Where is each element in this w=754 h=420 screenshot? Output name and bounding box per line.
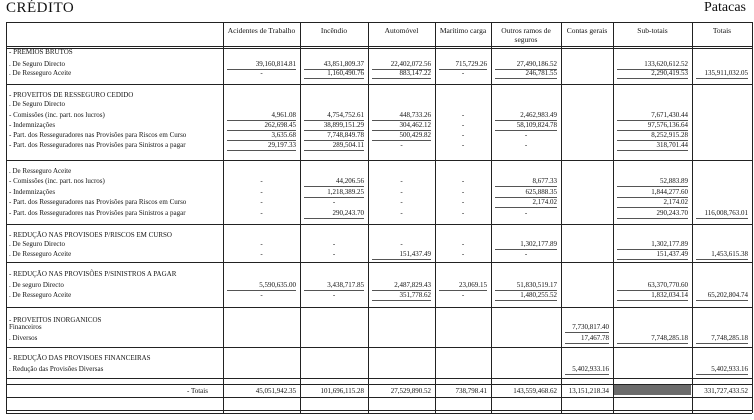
cell-value: 351,778.62: [399, 291, 431, 299]
cell-underline: [696, 259, 748, 260]
cell-value: -: [461, 188, 465, 196]
cell-value: 7,730,817.40: [572, 323, 609, 331]
cell-value: 8,677.33: [532, 177, 557, 185]
header-bottom-rule: [6, 46, 752, 47]
cell-value: 1,453,615.38: [711, 250, 748, 258]
cell-value: 51,830,519.17: [516, 281, 557, 289]
cell-value: -: [400, 209, 403, 217]
section-rule: [6, 224, 752, 225]
section-rule: [6, 160, 752, 161]
cell-value: 133,620,612.52: [644, 60, 688, 68]
cell-value: -: [461, 131, 465, 139]
row-label: - Comissões (inc. part. nos lucros): [9, 111, 105, 119]
cell-value: -: [260, 69, 263, 77]
cell-value: -: [332, 198, 336, 206]
cell-value: -: [260, 198, 263, 206]
cell-value: -: [332, 291, 336, 299]
cell-value: 7,748,285.18: [711, 334, 748, 342]
row-label: - Part. dos Resseguradores nas Provisões para Riscos em Curso: [9, 198, 187, 206]
column-rule: [491, 22, 492, 413]
cell-value: 2,174.02: [663, 198, 688, 206]
cell-value: -: [332, 240, 336, 248]
section-rule: [6, 378, 752, 379]
column-header: Contas gerais: [566, 26, 608, 35]
row-label: . De Seguro Directo: [9, 100, 65, 108]
cell-value: 151,437.49: [656, 250, 688, 258]
cell-value: 304,462.12: [399, 121, 431, 129]
totals-bottom-rule: [6, 397, 752, 398]
total-value: 143,559,468.62: [513, 387, 557, 395]
cell-value: 448,733.26: [399, 111, 431, 119]
column-rule: [6, 22, 7, 413]
section-rule: [6, 262, 752, 263]
cell-value: 5,402,933.16: [711, 365, 748, 373]
row-label: . De Seguro Directo: [9, 60, 65, 68]
cell-value: 1,844,277.60: [651, 188, 688, 196]
total-value: 331,727,433.52: [704, 387, 748, 395]
cell-value: -: [461, 250, 465, 258]
total-value: 45,051,942.35: [255, 387, 296, 395]
cell-value: -: [461, 177, 465, 185]
row-label: . De Seguro Directo: [9, 240, 65, 248]
row-label: - PREMIOS BRUTOS: [9, 48, 73, 56]
row-label: . De Resseguro Aceite: [9, 69, 72, 77]
column-rule: [613, 22, 614, 413]
cell-underline: [372, 78, 431, 79]
cell-value: 246,781.55: [525, 69, 557, 77]
cell-value: -: [524, 250, 528, 258]
cell-underline: [495, 300, 557, 301]
table-top-rule: [6, 22, 752, 23]
column-rule: [752, 22, 753, 413]
cell-value: 43,851,809.37: [323, 60, 364, 68]
cell-value: 63,370,770.60: [647, 281, 688, 289]
row-label: - Comissões (inc. part. nos lucros): [9, 177, 105, 185]
cell-underline: [696, 300, 748, 301]
totals-label: - Totais: [187, 387, 208, 395]
row-label: Financeiros: [9, 323, 42, 331]
page-title: CRÉDITO: [6, 0, 75, 16]
header-bottom-rule: [6, 48, 752, 49]
cell-value: 38,899,151.29: [323, 121, 364, 129]
column-header: Totais: [712, 26, 732, 35]
column-header: Automóvel: [384, 26, 419, 35]
cell-value: 7,748,849.78: [327, 131, 364, 139]
cell-value: 44,206.56: [336, 177, 364, 185]
cell-value: -: [524, 131, 528, 139]
cell-value: 1,218,389.25: [327, 188, 364, 196]
row-label: . De Resseguro Aceite: [9, 250, 72, 258]
cell-underline: [617, 343, 688, 344]
cell-value: -: [461, 141, 465, 149]
cell-value: 2,487,829.43: [394, 281, 431, 289]
cell-value: 2,290,419.53: [651, 69, 688, 77]
cell-underline: [304, 186, 364, 187]
table-bottom-rule: [6, 413, 752, 414]
cell-underline: [617, 78, 688, 79]
cell-value: 1,302,177.89: [651, 240, 688, 248]
cell-underline: [372, 259, 431, 260]
cell-underline: [304, 218, 364, 219]
cell-value: 135,911,032.05: [704, 69, 748, 77]
cell-value: 65,202,804.74: [707, 291, 748, 299]
cell-underline: [495, 78, 557, 79]
row-label: . Redução das Provisões Diversas: [9, 365, 104, 373]
cell-value: 262,698.45: [264, 121, 296, 129]
cell-value: -: [400, 141, 403, 149]
cell-underline: [495, 207, 557, 208]
cell-value: -: [524, 209, 528, 217]
cell-value: 22,402,072.56: [390, 60, 431, 68]
section-rule: [6, 307, 752, 308]
section-rule: [6, 84, 752, 85]
row-label: - PROVEITOS INORGANICOS: [9, 316, 102, 324]
cell-value: 58,109,824.78: [516, 121, 557, 129]
cell-underline: [696, 218, 748, 219]
column-header: Marítimo carga: [439, 26, 487, 35]
cell-underline: [617, 207, 688, 208]
column-rule: [561, 22, 562, 413]
cell-underline: [617, 150, 688, 151]
cell-value: 8,252,915.28: [651, 131, 688, 139]
cell-value: 1,302,177.89: [520, 240, 557, 248]
total-value: 738,798.41: [455, 387, 487, 395]
cell-value: 17,467.78: [581, 334, 609, 342]
row-label: - PROVEITOS DE RESSEGURO CEDIDO: [9, 91, 134, 99]
cell-value: 883,147.22: [399, 69, 431, 77]
column-rule: [368, 22, 369, 413]
cell-underline: [495, 186, 557, 187]
cell-value: -: [461, 121, 465, 129]
total-value: 13,151,218.34: [568, 387, 609, 395]
row-label: . De Resseguro Aceite: [9, 167, 72, 175]
cell-underline: [304, 150, 364, 151]
cell-value: 97,576,136.64: [647, 121, 688, 129]
row-label: - Part. dos Resseguradores nas Provisões para Riscos em Curso: [9, 131, 187, 139]
cell-value: 5,402,933.16: [572, 365, 609, 373]
cell-underline: [696, 374, 748, 375]
cell-underline: [617, 186, 688, 187]
row-label: - REDUÇÃO NAS PROVISÕES P/SINISTROS A PAGAR: [9, 270, 177, 278]
cell-value: 1,160,490.76: [327, 69, 364, 77]
column-header: Sub-totais: [637, 26, 668, 35]
section-rule: [6, 347, 752, 348]
cell-value: 116,008,763.01: [704, 209, 748, 217]
cell-value: -: [260, 240, 263, 248]
row-label: - REDUÇÃO DAS PROVISOES FINANCEIRAS: [9, 354, 151, 362]
row-label: . Diversos: [9, 334, 38, 342]
cell-value: 3,438,717.85: [327, 281, 364, 289]
row-label: - REDUÇÃO NAS PROVISOES P/RISCOS EM CURSO: [9, 231, 172, 239]
cell-value: 23,069.15: [459, 281, 487, 289]
cell-underline: [617, 259, 688, 260]
cell-value: -: [461, 291, 465, 299]
currency-label: Patacas: [704, 0, 746, 15]
cell-value: -: [260, 188, 263, 196]
row-label: - Indemnizações: [9, 121, 56, 129]
column-rule: [223, 22, 224, 413]
cell-underline: [372, 300, 431, 301]
cell-value: 7,671,430.44: [651, 111, 688, 119]
column-header: Acidentes de Trabalho: [227, 26, 296, 35]
cell-value: 39,160,814.81: [255, 60, 296, 68]
cell-value: -: [400, 240, 403, 248]
cell-value: -: [260, 209, 263, 217]
cell-value: 151,437.49: [399, 250, 431, 258]
cell-underline: [696, 78, 748, 79]
cell-underline: [304, 78, 364, 79]
cell-value: 4,754,752.61: [327, 111, 364, 119]
cell-value: -: [524, 141, 528, 149]
cell-value: 2,462,983.49: [520, 111, 557, 119]
column-rule: [435, 22, 436, 413]
row-label: - Indemnizações: [9, 188, 56, 196]
total-value: 27,529,890.52: [390, 387, 431, 395]
cell-value: 625,888.35: [525, 188, 557, 196]
cell-value: -: [400, 188, 403, 196]
subtotal-shaded-cell: [614, 385, 691, 395]
cell-value: 4,961.08: [271, 111, 296, 119]
cell-value: 52,883.89: [660, 177, 688, 185]
cell-value: -: [260, 250, 263, 258]
cell-value: 290,243.70: [332, 209, 364, 217]
cell-underline: [565, 332, 609, 333]
cell-value: -: [461, 69, 465, 77]
cell-value: 290,243.70: [656, 209, 688, 217]
cell-value: 3,635.68: [271, 131, 296, 139]
column-header: Incêndio: [320, 26, 348, 35]
cell-value: 7,748,285.18: [651, 334, 688, 342]
cell-value: 29,197.33: [268, 141, 296, 149]
cell-value: 500,429.82: [399, 131, 431, 139]
totals-top-rule: [6, 384, 752, 385]
cell-value: -: [461, 198, 465, 206]
cell-underline: [565, 374, 609, 375]
row-label: . De Resseguro Aceite: [9, 291, 72, 299]
cell-underline: [617, 300, 688, 301]
cell-value: 289,504.11: [332, 141, 364, 149]
row-label: - Part. dos Resseguradores nas Provisões para Sinistros a pagar: [9, 141, 186, 149]
column-rule: [692, 22, 693, 413]
cell-value: 2,174.02: [532, 198, 557, 206]
cell-value: -: [260, 291, 263, 299]
cell-value: -: [260, 177, 263, 185]
cell-value: -: [461, 240, 465, 248]
column-header: Outros ramos de seguros: [501, 26, 551, 44]
cell-value: 318,701.44: [656, 141, 688, 149]
cell-value: 715,729.26: [455, 60, 487, 68]
column-rule: [300, 22, 301, 413]
total-value: 101,696,115.28: [320, 387, 364, 395]
cell-value: -: [332, 250, 336, 258]
cell-underline: [617, 218, 688, 219]
cell-value: -: [400, 198, 403, 206]
cell-value: -: [400, 177, 403, 185]
row-label: . De seguro Directo: [9, 281, 64, 289]
row-label: - Part. dos Resseguradores nas Provisões para Sinistros a pagar: [9, 209, 186, 217]
cell-value: 5,590,635.00: [259, 281, 296, 289]
cell-value: -: [461, 111, 465, 119]
cell-underline: [696, 343, 748, 344]
cell-underline: [227, 150, 296, 151]
cell-value: -: [461, 209, 465, 217]
cell-underline: [565, 343, 609, 344]
cell-value: 1,480,255.52: [520, 291, 557, 299]
table-bottom-rule: [6, 410, 752, 411]
cell-value: 27,490,186.52: [516, 60, 557, 68]
cell-value: 1,832,034.14: [651, 291, 688, 299]
